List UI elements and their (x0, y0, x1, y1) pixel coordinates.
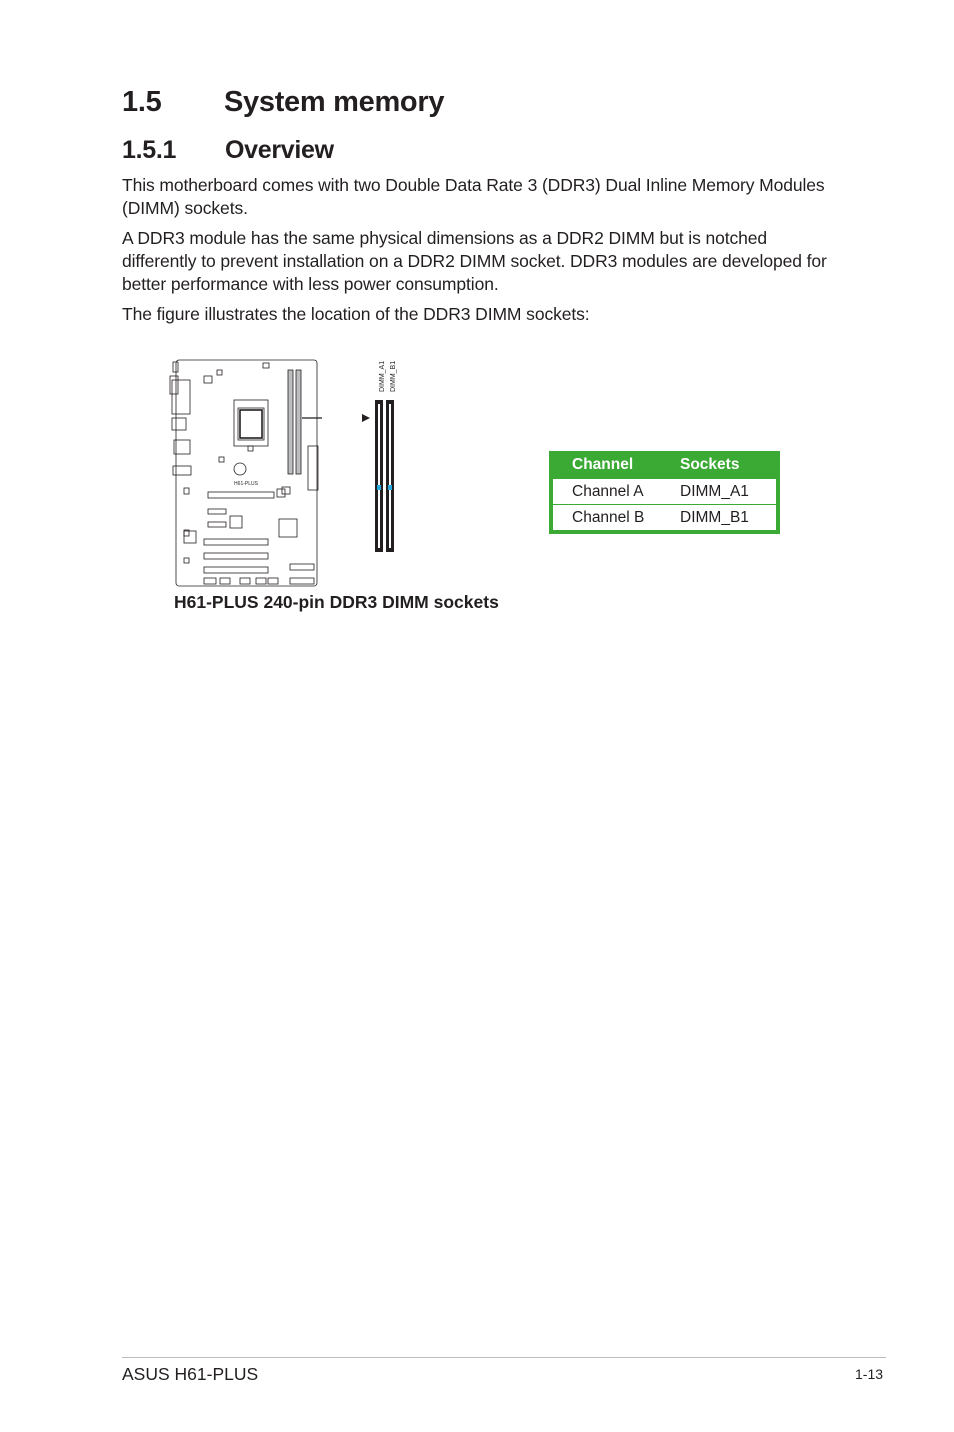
table-cell-socket: DIMM_A1 (680, 482, 749, 500)
paragraph-intro: This motherboard comes with two Double Data Rate 3 (DDR3) Dual Inline Memory Modules (DIMM) sockets. (122, 175, 825, 218)
table-header-channel: Channel (572, 456, 634, 473)
table-header-sockets: Sockets (680, 456, 740, 473)
channel-socket-table (549, 451, 780, 534)
footer-product-name: ASUS H61-PLUS (122, 1364, 259, 1384)
section-number: 1.5 (122, 86, 162, 118)
subsection-title: Overview (225, 136, 334, 164)
paragraph-ddr3: A DDR3 module has the same physical dimensions as a DDR2 DIMM but is notched differently to prevent installation on a DDR2 DIMM socket. DDR3 modules are developed for better performance with less power consumption. (122, 228, 827, 294)
table-row (553, 479, 776, 504)
footer-page-number: 1-13 (855, 1366, 884, 1382)
dimm-slots-diagram (362, 352, 402, 556)
board-label: H61-PLUS (234, 481, 258, 487)
table-cell-channel: Channel A (572, 482, 644, 500)
dimm-a1-label: DIMM_A1 (379, 360, 386, 392)
paragraph-figure-intro: The figure illustrates the location of the DDR3 DIMM sockets: (122, 304, 590, 324)
table-cell-channel: Channel B (572, 508, 645, 526)
dimm-a1-slot (375, 400, 383, 552)
section-heading (122, 86, 444, 119)
dimm-b1-label: DIMM_B1 (390, 360, 397, 392)
subsection-heading (122, 136, 334, 165)
table-cell-socket: DIMM_B1 (680, 508, 749, 526)
table-row (553, 504, 776, 530)
subsection-number: 1.5.1 (122, 136, 177, 164)
footer-divider (122, 1357, 886, 1358)
table-header-row (553, 451, 776, 479)
motherboard-diagram (160, 352, 322, 592)
section-title: System memory (224, 86, 445, 118)
figure-caption: H61-PLUS 240-pin DDR3 DIMM sockets (174, 592, 499, 612)
dimm-b1-slot (386, 400, 394, 552)
